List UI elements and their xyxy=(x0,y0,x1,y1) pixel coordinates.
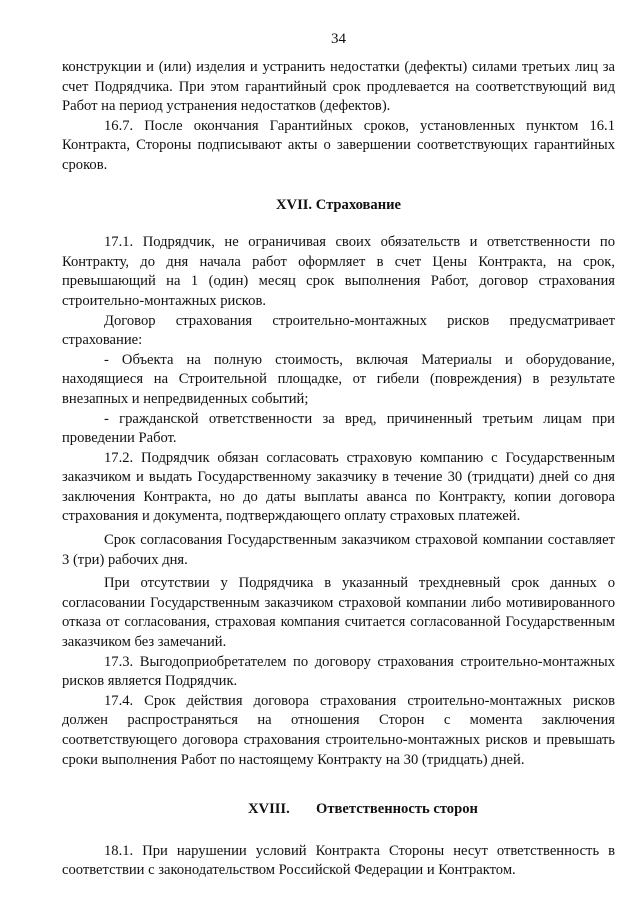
section-heading-18-number: XVIII. xyxy=(248,801,290,818)
paragraph-17-1-liability: - гражданской ответственности за вред, причиненный третьим лицам при проведении Работ. xyxy=(62,410,615,447)
paragraph-17-1-object: - Объекта на полную стоимость, включая Материалы и оборудование, находящиеся на Строительной площадке, от гибели (повреждения) в результате внезапных и непредвиденных событий; xyxy=(62,351,615,407)
paragraph-17-2: 17.2. Подрядчик обязан согласовать страховую компанию с Государственным заказчиком и выдать Государственному заказчику в течение 30 (тридцати) дней со дня заключения Контракта, но до даты выплаты аванса по Контракту, копии договора страхования и документа, подтверждающего оплату страховых платежей. xyxy=(62,449,615,525)
section-heading-17: XVII. Страхование xyxy=(276,196,401,213)
paragraph-17-2-term: Срок согласования Государственным заказчиком страховой компании составляет 3 (три) рабочих дня. xyxy=(62,532,615,568)
document-body xyxy=(62,58,615,881)
paragraph-16-7: 16.7. После окончания Гарантийных сроков, установленных пунктом 16.1 Контракта, Стороны подписывают акты о завершении соответствующих гарантийных сроков. xyxy=(62,117,615,173)
section-heading-18-title: Ответственность сторон xyxy=(316,801,478,818)
paragraph-17-1-insurance: Договор страхования строительно-монтажных рисков предусматривает страхование: xyxy=(62,312,615,349)
document-page xyxy=(62,0,615,905)
paragraph-18-1: 18.1. При нарушении условий Контракта Стороны несут ответственность в соответствии с законодательством Российской Федерации и Контрактом. xyxy=(62,842,615,879)
paragraph-continuation: конструкции и (или) изделия и устранить недостатки (дефекты) силами третьих лиц за счет Подрядчика. При этом гарантийный срок продлевается на соответствующий вид Работ на период устранения недостатков (дефектов). xyxy=(62,59,615,115)
section-heading-18 xyxy=(62,800,615,820)
paragraph-17-4: 17.4. Срок действия договора страхования строительно-монтажных рисков должен распространяться на отношения Сторон с момента заключения соответствующего договора страхования строительно-монтажных рисков и превышать сроки выполнения Работ по настоящему Контракту на 30 (тридцать) дней. xyxy=(62,692,615,768)
paragraph-17-3: 17.3. Выгодоприобретателем по договору страхования строительно-монтажных рисков является Подрядчик. xyxy=(62,653,615,690)
paragraph-17-2-absence: При отсутствии у Подрядчика в указанный трехдневный срок данных о согласовании Государственным заказчиком страховой компании либо мотивированного отказа от согласования, страховая компания считается согласованной Государственным заказчиком без замечаний. xyxy=(62,575,615,651)
page-number: 34 xyxy=(331,31,346,47)
paragraph-17-1: 17.1. Подрядчик, не ограничивая своих обязательств и ответственности по Контракту, до дня начала работ оформляет в счет Цены Контракта, на срок, превышающий на 1 (один) месяц срок выполнения Работ, договор страхования строительно-монтажных рисков. xyxy=(62,234,615,309)
